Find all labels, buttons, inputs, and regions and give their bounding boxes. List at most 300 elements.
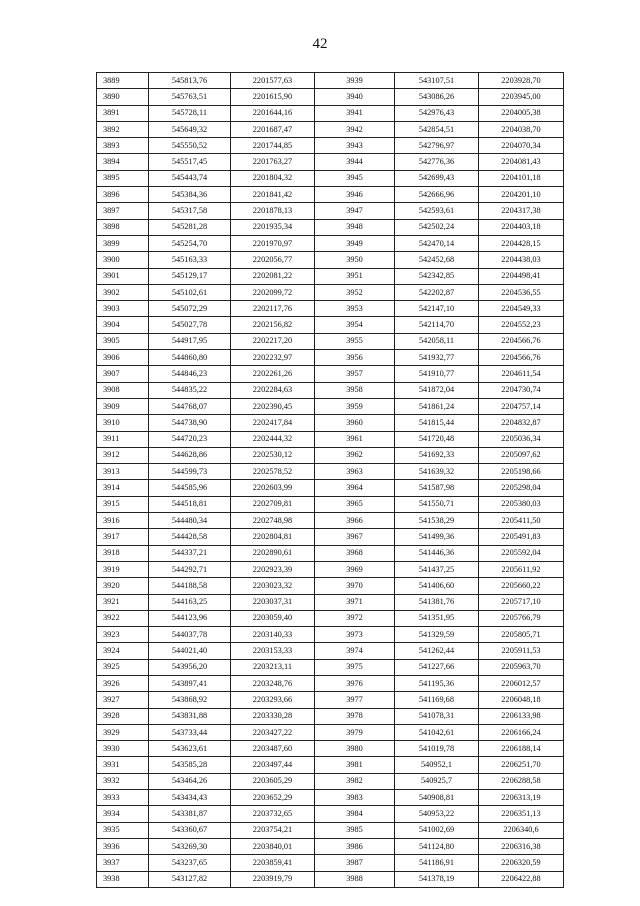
- point-number-cell: 3917: [97, 529, 149, 545]
- y-coordinate-cell: 2203248,76: [231, 675, 315, 691]
- y-coordinate-cell: 2202417,84: [231, 415, 315, 431]
- x-coordinate-cell: 541381,76: [395, 594, 479, 610]
- y-coordinate-cell: 2205036,34: [479, 431, 564, 447]
- page-number: 42: [312, 36, 328, 52]
- point-number-cell: 3950: [315, 252, 395, 268]
- x-coordinate-cell: 542114,70: [395, 317, 479, 333]
- x-coordinate-cell: 545550,52: [149, 138, 231, 154]
- table-row: [97, 757, 564, 773]
- point-number-cell: 3908: [97, 382, 149, 398]
- y-coordinate-cell: 2203213,11: [231, 659, 315, 675]
- y-coordinate-cell: 2201687,47: [231, 121, 315, 137]
- y-coordinate-cell: 2202217,20: [231, 333, 315, 349]
- y-coordinate-cell: 2202530,12: [231, 447, 315, 463]
- x-coordinate-cell: 541227,66: [395, 659, 479, 675]
- y-coordinate-cell: 2206048,18: [479, 692, 564, 708]
- x-coordinate-cell: 541872,04: [395, 382, 479, 398]
- table-row: [97, 659, 564, 675]
- point-number-cell: 3906: [97, 350, 149, 366]
- y-coordinate-cell: 2202284,63: [231, 382, 315, 398]
- point-number-cell: 3903: [97, 301, 149, 317]
- x-coordinate-cell: 542147,10: [395, 301, 479, 317]
- point-number-cell: 3937: [97, 855, 149, 871]
- point-number-cell: 3951: [315, 268, 395, 284]
- y-coordinate-cell: 2206351,13: [479, 806, 564, 822]
- point-number-cell: 3972: [315, 610, 395, 626]
- table-row: [97, 350, 564, 366]
- x-coordinate-cell: 545163,33: [149, 252, 231, 268]
- point-number-cell: 3985: [315, 822, 395, 838]
- point-number-cell: 3893: [97, 138, 149, 154]
- x-coordinate-cell: 543381,87: [149, 806, 231, 822]
- y-coordinate-cell: 2203153,33: [231, 643, 315, 659]
- x-coordinate-cell: 543127,82: [149, 871, 231, 887]
- x-coordinate-cell: 544163,25: [149, 594, 231, 610]
- x-coordinate-cell: 540952,1: [395, 757, 479, 773]
- y-coordinate-cell: 2204549,33: [479, 301, 564, 317]
- x-coordinate-cell: 545384,36: [149, 187, 231, 203]
- x-coordinate-cell: 543237,65: [149, 855, 231, 871]
- x-coordinate-cell: 544428,58: [149, 529, 231, 545]
- point-number-cell: 3961: [315, 431, 395, 447]
- y-coordinate-cell: 2202056,77: [231, 252, 315, 268]
- x-coordinate-cell: 544480,34: [149, 513, 231, 529]
- point-number-cell: 3913: [97, 464, 149, 480]
- y-coordinate-cell: 2203754,21: [231, 822, 315, 838]
- point-number-cell: 3941: [315, 105, 395, 121]
- point-number-cell: 3935: [97, 822, 149, 838]
- point-number-cell: 3966: [315, 513, 395, 529]
- y-coordinate-cell: 2203487,60: [231, 741, 315, 757]
- y-coordinate-cell: 2201804,32: [231, 170, 315, 186]
- table-row: [97, 610, 564, 626]
- point-number-cell: 3975: [315, 659, 395, 675]
- x-coordinate-cell: 545102,61: [149, 284, 231, 300]
- y-coordinate-cell: 2204403,18: [479, 219, 564, 235]
- x-coordinate-cell: 544188,58: [149, 578, 231, 594]
- point-number-cell: 3973: [315, 627, 395, 643]
- x-coordinate-cell: 541815,44: [395, 415, 479, 431]
- y-coordinate-cell: 2202390,45: [231, 398, 315, 414]
- point-number-cell: 3967: [315, 529, 395, 545]
- x-coordinate-cell: 542502,24: [395, 219, 479, 235]
- point-number-cell: 3984: [315, 806, 395, 822]
- point-number-cell: 3891: [97, 105, 149, 121]
- x-coordinate-cell: 542058,11: [395, 333, 479, 349]
- point-number-cell: 3905: [97, 333, 149, 349]
- x-coordinate-cell: 543086,26: [395, 89, 479, 105]
- point-number-cell: 3939: [315, 73, 395, 89]
- point-number-cell: 3974: [315, 643, 395, 659]
- table-row: [97, 447, 564, 463]
- table-row: [97, 675, 564, 691]
- x-coordinate-cell: 540925,7: [395, 773, 479, 789]
- x-coordinate-cell: 541378,19: [395, 871, 479, 887]
- point-number-cell: 3957: [315, 366, 395, 382]
- point-number-cell: 3977: [315, 692, 395, 708]
- y-coordinate-cell: 2201644,16: [231, 105, 315, 121]
- x-coordinate-cell: 540953,22: [395, 806, 479, 822]
- x-coordinate-cell: 541406,60: [395, 578, 479, 594]
- x-coordinate-cell: 541351,95: [395, 610, 479, 626]
- y-coordinate-cell: 2203945,00: [479, 89, 564, 105]
- point-number-cell: 3953: [315, 301, 395, 317]
- y-coordinate-cell: 2205298,04: [479, 480, 564, 496]
- x-coordinate-cell: 545072,29: [149, 301, 231, 317]
- y-coordinate-cell: 2202081,22: [231, 268, 315, 284]
- point-number-cell: 3983: [315, 790, 395, 806]
- x-coordinate-cell: 542796,97: [395, 138, 479, 154]
- x-coordinate-cell: 541329,59: [395, 627, 479, 643]
- table-row: [97, 398, 564, 414]
- x-coordinate-cell: 545443,74: [149, 170, 231, 186]
- point-number-cell: 3899: [97, 235, 149, 251]
- point-number-cell: 3959: [315, 398, 395, 414]
- y-coordinate-cell: 2202578,52: [231, 464, 315, 480]
- y-coordinate-cell: 2206012,57: [479, 675, 564, 691]
- y-coordinate-cell: 2206133,98: [479, 708, 564, 724]
- y-coordinate-cell: 2204832,87: [479, 415, 564, 431]
- x-coordinate-cell: 544037,78: [149, 627, 231, 643]
- point-number-cell: 3901: [97, 268, 149, 284]
- point-number-cell: 3956: [315, 350, 395, 366]
- point-number-cell: 3978: [315, 708, 395, 724]
- point-number-cell: 3892: [97, 121, 149, 137]
- table-row: [97, 415, 564, 431]
- y-coordinate-cell: 2204101,18: [479, 170, 564, 186]
- point-number-cell: 3971: [315, 594, 395, 610]
- point-number-cell: 3965: [315, 496, 395, 512]
- point-number-cell: 3970: [315, 578, 395, 594]
- y-coordinate-cell: 2206316,38: [479, 838, 564, 854]
- point-number-cell: 3930: [97, 741, 149, 757]
- y-coordinate-cell: 2206188,14: [479, 741, 564, 757]
- y-coordinate-cell: 2206251,70: [479, 757, 564, 773]
- y-coordinate-cell: 2206340,6: [479, 822, 564, 838]
- x-coordinate-cell: 544337,21: [149, 545, 231, 561]
- x-coordinate-cell: 545728,11: [149, 105, 231, 121]
- point-number-cell: 3943: [315, 138, 395, 154]
- x-coordinate-cell: 544738,90: [149, 415, 231, 431]
- y-coordinate-cell: 2204438,03: [479, 252, 564, 268]
- y-coordinate-cell: 2204428,15: [479, 235, 564, 251]
- y-coordinate-cell: 2205592,04: [479, 545, 564, 561]
- table-row: [97, 203, 564, 219]
- x-coordinate-cell: 543733,44: [149, 724, 231, 740]
- point-number-cell: 3918: [97, 545, 149, 561]
- x-coordinate-cell: 543956,20: [149, 659, 231, 675]
- y-coordinate-cell: 2201970,97: [231, 235, 315, 251]
- y-coordinate-cell: 2202603,99: [231, 480, 315, 496]
- x-coordinate-cell: 544599,73: [149, 464, 231, 480]
- point-number-cell: 3914: [97, 480, 149, 496]
- x-coordinate-cell: 541446,36: [395, 545, 479, 561]
- point-number-cell: 3900: [97, 252, 149, 268]
- point-number-cell: 3986: [315, 838, 395, 854]
- y-coordinate-cell: 2203859,41: [231, 855, 315, 871]
- y-coordinate-cell: 2204201,10: [479, 187, 564, 203]
- table-row: [97, 187, 564, 203]
- y-coordinate-cell: 2202709,81: [231, 496, 315, 512]
- point-number-cell: 3948: [315, 219, 395, 235]
- y-coordinate-cell: 2204566,76: [479, 333, 564, 349]
- point-number-cell: 3964: [315, 480, 395, 496]
- y-coordinate-cell: 2201935,34: [231, 219, 315, 235]
- table-row: [97, 268, 564, 284]
- x-coordinate-cell: 544585,96: [149, 480, 231, 496]
- y-coordinate-cell: 2202748,98: [231, 513, 315, 529]
- table-row: [97, 855, 564, 871]
- x-coordinate-cell: 541042,61: [395, 724, 479, 740]
- point-number-cell: 3980: [315, 741, 395, 757]
- table-row: [97, 627, 564, 643]
- table-row: [97, 513, 564, 529]
- table-row: [97, 154, 564, 170]
- y-coordinate-cell: 2203427,22: [231, 724, 315, 740]
- y-coordinate-cell: 2205491,83: [479, 529, 564, 545]
- point-number-cell: 3982: [315, 773, 395, 789]
- point-number-cell: 3910: [97, 415, 149, 431]
- table-row: [97, 382, 564, 398]
- x-coordinate-cell: 541550,71: [395, 496, 479, 512]
- y-coordinate-cell: 2204730,74: [479, 382, 564, 398]
- x-coordinate-cell: 543623,61: [149, 741, 231, 757]
- x-coordinate-cell: 543360,67: [149, 822, 231, 838]
- y-coordinate-cell: 2202232,97: [231, 350, 315, 366]
- x-coordinate-cell: 544292,71: [149, 561, 231, 577]
- x-coordinate-cell: 542202,87: [395, 284, 479, 300]
- x-coordinate-cell: 545281,28: [149, 219, 231, 235]
- y-coordinate-cell: 2203330,28: [231, 708, 315, 724]
- x-coordinate-cell: 544518,81: [149, 496, 231, 512]
- table-row: [97, 301, 564, 317]
- x-coordinate-cell: 545813,76: [149, 73, 231, 89]
- point-number-cell: 3933: [97, 790, 149, 806]
- x-coordinate-cell: 541538,29: [395, 513, 479, 529]
- table-row: [97, 773, 564, 789]
- x-coordinate-cell: 541639,32: [395, 464, 479, 480]
- x-coordinate-cell: 545317,58: [149, 203, 231, 219]
- point-number-cell: 3922: [97, 610, 149, 626]
- x-coordinate-cell: 544835,22: [149, 382, 231, 398]
- table-row: [97, 741, 564, 757]
- x-coordinate-cell: 544768,07: [149, 398, 231, 414]
- y-coordinate-cell: 2204070,34: [479, 138, 564, 154]
- table-row: [97, 578, 564, 594]
- table-row: [97, 496, 564, 512]
- point-number-cell: 3988: [315, 871, 395, 887]
- point-number-cell: 3955: [315, 333, 395, 349]
- table-row: [97, 105, 564, 121]
- point-number-cell: 3907: [97, 366, 149, 382]
- point-number-cell: 3902: [97, 284, 149, 300]
- table-row: [97, 838, 564, 854]
- x-coordinate-cell: 542470,14: [395, 235, 479, 251]
- x-coordinate-cell: 543434,43: [149, 790, 231, 806]
- table-row: [97, 284, 564, 300]
- y-coordinate-cell: 2203652,29: [231, 790, 315, 806]
- y-coordinate-cell: 2202804,81: [231, 529, 315, 545]
- x-coordinate-cell: 541720,48: [395, 431, 479, 447]
- y-coordinate-cell: 2204552,23: [479, 317, 564, 333]
- point-number-cell: 3954: [315, 317, 395, 333]
- y-coordinate-cell: 2204611,54: [479, 366, 564, 382]
- table-row: [97, 138, 564, 154]
- x-coordinate-cell: 542452,68: [395, 252, 479, 268]
- y-coordinate-cell: 2205911,53: [479, 643, 564, 659]
- x-coordinate-cell: 542699,43: [395, 170, 479, 186]
- x-coordinate-cell: 541124,80: [395, 838, 479, 854]
- y-coordinate-cell: 2206320,59: [479, 855, 564, 871]
- table-row: [97, 806, 564, 822]
- y-coordinate-cell: 2206313,19: [479, 790, 564, 806]
- x-coordinate-cell: 541499,36: [395, 529, 479, 545]
- x-coordinate-cell: 545129,17: [149, 268, 231, 284]
- x-coordinate-cell: 541587,98: [395, 480, 479, 496]
- y-coordinate-cell: 2204498,41: [479, 268, 564, 284]
- y-coordinate-cell: 2205611,92: [479, 561, 564, 577]
- y-coordinate-cell: 2203059,40: [231, 610, 315, 626]
- y-coordinate-cell: 2202099,72: [231, 284, 315, 300]
- table-row: [97, 464, 564, 480]
- x-coordinate-cell: 543585,28: [149, 757, 231, 773]
- y-coordinate-cell: 2206422,88: [479, 871, 564, 887]
- point-number-cell: 3932: [97, 773, 149, 789]
- y-coordinate-cell: 2205717,10: [479, 594, 564, 610]
- point-number-cell: 3976: [315, 675, 395, 691]
- y-coordinate-cell: 2201577,63: [231, 73, 315, 89]
- x-coordinate-cell: 541078,31: [395, 708, 479, 724]
- point-number-cell: 3942: [315, 121, 395, 137]
- x-coordinate-cell: 544021,40: [149, 643, 231, 659]
- y-coordinate-cell: 2201744,85: [231, 138, 315, 154]
- y-coordinate-cell: 2205766,79: [479, 610, 564, 626]
- y-coordinate-cell: 2203928,70: [479, 73, 564, 89]
- point-number-cell: 3897: [97, 203, 149, 219]
- point-number-cell: 3969: [315, 561, 395, 577]
- point-number-cell: 3927: [97, 692, 149, 708]
- y-coordinate-cell: 2203023,32: [231, 578, 315, 594]
- coordinates-table: [96, 72, 564, 888]
- x-coordinate-cell: 544860,80: [149, 350, 231, 366]
- point-number-cell: 3920: [97, 578, 149, 594]
- point-number-cell: 3895: [97, 170, 149, 186]
- x-coordinate-cell: 545254,70: [149, 235, 231, 251]
- point-number-cell: 3909: [97, 398, 149, 414]
- point-number-cell: 3960: [315, 415, 395, 431]
- point-number-cell: 3981: [315, 757, 395, 773]
- table-row: [97, 724, 564, 740]
- point-number-cell: 3963: [315, 464, 395, 480]
- y-coordinate-cell: 2203497,44: [231, 757, 315, 773]
- y-coordinate-cell: 2201615,90: [231, 89, 315, 105]
- x-coordinate-cell: 542976,43: [395, 105, 479, 121]
- x-coordinate-cell: 544846,23: [149, 366, 231, 382]
- x-coordinate-cell: 543868,92: [149, 692, 231, 708]
- point-number-cell: 3894: [97, 154, 149, 170]
- y-coordinate-cell: 2203840,01: [231, 838, 315, 854]
- point-number-cell: 3945: [315, 170, 395, 186]
- x-coordinate-cell: 541195,36: [395, 675, 479, 691]
- x-coordinate-cell: 542666,96: [395, 187, 479, 203]
- y-coordinate-cell: 2202923,39: [231, 561, 315, 577]
- y-coordinate-cell: 2201841,42: [231, 187, 315, 203]
- point-number-cell: 3889: [97, 73, 149, 89]
- x-coordinate-cell: 543897,41: [149, 675, 231, 691]
- x-coordinate-cell: 541932,77: [395, 350, 479, 366]
- y-coordinate-cell: 2203732,65: [231, 806, 315, 822]
- point-number-cell: 3898: [97, 219, 149, 235]
- y-coordinate-cell: 2205805,71: [479, 627, 564, 643]
- point-number-cell: 3926: [97, 675, 149, 691]
- x-coordinate-cell: 541262,44: [395, 643, 479, 659]
- point-number-cell: 3936: [97, 838, 149, 854]
- y-coordinate-cell: 2203037,31: [231, 594, 315, 610]
- x-coordinate-cell: 542593,61: [395, 203, 479, 219]
- y-coordinate-cell: 2206288,58: [479, 773, 564, 789]
- y-coordinate-cell: 2204757,14: [479, 398, 564, 414]
- table-row: [97, 366, 564, 382]
- x-coordinate-cell: 540908,81: [395, 790, 479, 806]
- table-row: [97, 692, 564, 708]
- point-number-cell: 3911: [97, 431, 149, 447]
- x-coordinate-cell: 545763,51: [149, 89, 231, 105]
- y-coordinate-cell: 2205963,70: [479, 659, 564, 675]
- x-coordinate-cell: 544720,23: [149, 431, 231, 447]
- x-coordinate-cell: 543269,30: [149, 838, 231, 854]
- table-row: [97, 790, 564, 806]
- table-row: [97, 480, 564, 496]
- point-number-cell: 3962: [315, 447, 395, 463]
- table-row: [97, 89, 564, 105]
- y-coordinate-cell: 2203293,66: [231, 692, 315, 708]
- table-row: [97, 235, 564, 251]
- x-coordinate-cell: 541186,91: [395, 855, 479, 871]
- point-number-cell: 3944: [315, 154, 395, 170]
- coordinates-table-body: [97, 73, 564, 888]
- y-coordinate-cell: 2201878,13: [231, 203, 315, 219]
- y-coordinate-cell: 2204005,38: [479, 105, 564, 121]
- table-row: [97, 594, 564, 610]
- point-number-cell: 3958: [315, 382, 395, 398]
- table-row: [97, 252, 564, 268]
- table-row: [97, 219, 564, 235]
- x-coordinate-cell: 541861,24: [395, 398, 479, 414]
- table-row: [97, 529, 564, 545]
- y-coordinate-cell: 2205380,03: [479, 496, 564, 512]
- x-coordinate-cell: 542342,85: [395, 268, 479, 284]
- y-coordinate-cell: 2204317,38: [479, 203, 564, 219]
- x-coordinate-cell: 541169,68: [395, 692, 479, 708]
- point-number-cell: 3929: [97, 724, 149, 740]
- y-coordinate-cell: 2204038,70: [479, 121, 564, 137]
- table-row: [97, 121, 564, 137]
- y-coordinate-cell: 2202156,82: [231, 317, 315, 333]
- x-coordinate-cell: 544917,95: [149, 333, 231, 349]
- y-coordinate-cell: 2202890,61: [231, 545, 315, 561]
- point-number-cell: 3979: [315, 724, 395, 740]
- point-number-cell: 3940: [315, 89, 395, 105]
- y-coordinate-cell: 2205198,66: [479, 464, 564, 480]
- y-coordinate-cell: 2205097,62: [479, 447, 564, 463]
- point-number-cell: 3949: [315, 235, 395, 251]
- point-number-cell: 3928: [97, 708, 149, 724]
- point-number-cell: 3896: [97, 187, 149, 203]
- table-row: [97, 333, 564, 349]
- point-number-cell: 3904: [97, 317, 149, 333]
- table-row: [97, 73, 564, 89]
- y-coordinate-cell: 2203140,33: [231, 627, 315, 643]
